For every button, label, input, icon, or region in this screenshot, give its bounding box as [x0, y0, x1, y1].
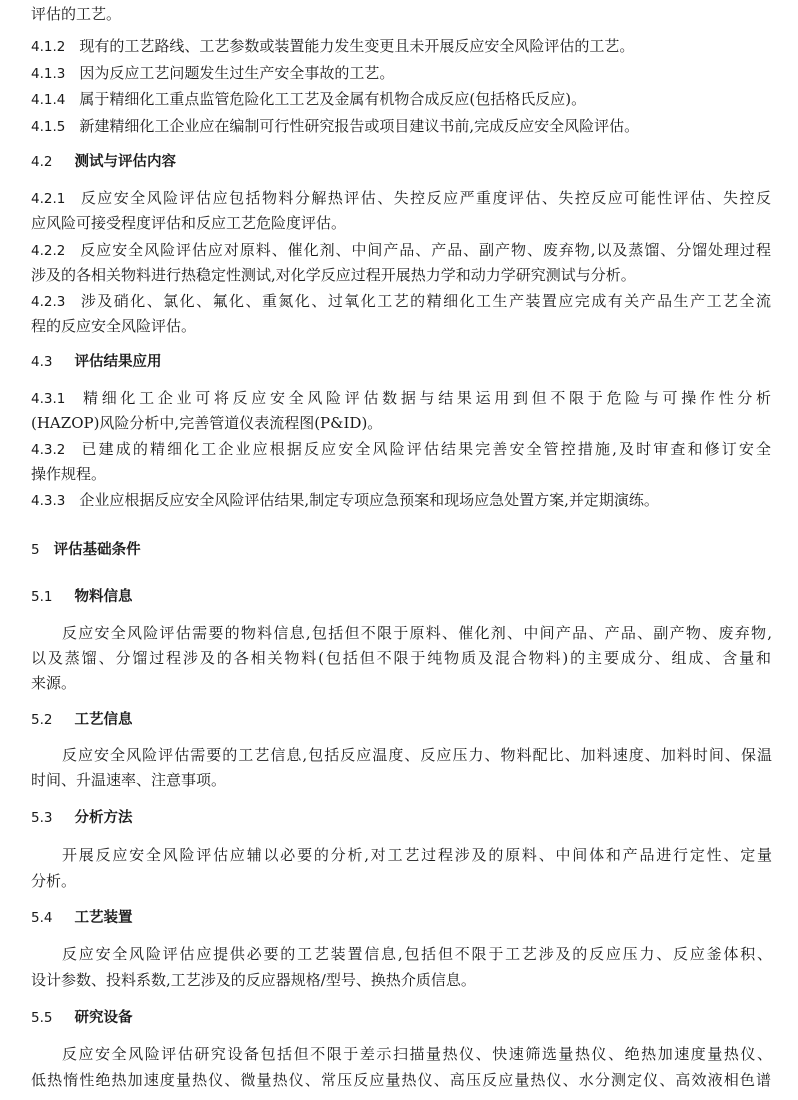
heading-number: 5 — [31, 542, 40, 558]
heading-number: 5.5 — [31, 1010, 53, 1026]
clause-4-3-2-line-2 — [31, 464, 771, 484]
paragraph-text: 时间、升温速率、注意事项。 — [31, 771, 227, 789]
clause-4-2-1-line-1 — [31, 188, 771, 208]
clause-4-1-2 — [31, 36, 771, 57]
paragraph-text: 开展反应安全风险评估应辅以必要的分析,对工艺过程涉及的原料、中间体和产品进行定性、定量 — [62, 846, 772, 864]
heading-title: 工艺信息 — [74, 712, 133, 728]
clause-text: 精细化工企业可将反应安全风险评估数据与结果运用到但不限于危险与可操作性分析 — [79, 389, 771, 407]
heading-title: 物料信息 — [74, 589, 133, 605]
clause-text: 涉及的各相关物料进行热稳定性测试,对化学反应过程开展热力学和动力学研究测试与分析。 — [31, 266, 636, 284]
para-5-4-line-2 — [31, 970, 771, 990]
clause-number: 4.1.5 — [31, 119, 66, 135]
paragraph-text: 以及蒸馏、分馏过程涉及的各相关物料(包括但不限于纯物质及混合物料)的主要成分、组成、含量和 — [31, 649, 771, 667]
heading-title: 研究设备 — [74, 1010, 133, 1026]
clause-4-3-1-line-2 — [31, 413, 771, 433]
para-5-3-line-1 — [62, 845, 772, 865]
clause-text: 涉及硝化、氯化、氟化、重氮化、过氧化工艺的精细化工生产装置应完成有关产品生产工艺全流 — [79, 292, 771, 310]
paragraph-text: 反应安全风险评估需要的工艺信息,包括反应温度、反应压力、物料配比、加料速度、加料时间、保温 — [62, 746, 772, 764]
para-5-3-line-2 — [31, 871, 771, 891]
clause-number: 4.2.3 — [31, 294, 66, 310]
paragraph-text: 反应安全风险评估需要的物料信息,包括但不限于原料、催化剂、中间产品、产品、副产物、废弃物, — [62, 624, 772, 642]
clause-number: 4.1.3 — [31, 66, 66, 82]
heading-title: 评估结果应用 — [74, 354, 162, 370]
clause-4-2-3-line-1 — [31, 291, 771, 311]
clause-number: 4.1.4 — [31, 92, 66, 108]
clause-4-2-1-line-2 — [31, 213, 771, 233]
clause-text: 新建精细化工企业应在编制可行性研究报告或项目建议书前,完成反应安全风险评估。 — [79, 117, 640, 135]
heading-4-2 — [31, 151, 771, 172]
paragraph-text: 来源。 — [31, 674, 77, 692]
clause-number: 4.2.2 — [31, 243, 66, 259]
clause-text: 反应安全风险评估应对原料、催化剂、中间产品、产品、副产物、废弃物,以及蒸馏、分馏处理过程 — [79, 241, 771, 259]
clause-number: 4.3.3 — [31, 493, 66, 509]
clause-text: 已建成的精细化工企业应根据反应安全风险评估结果完善安全管控措施,及时审查和修订安全 — [79, 440, 771, 458]
clause-4-1-3 — [31, 63, 771, 84]
paragraph-text: 反应安全风险评估应提供必要的工艺装置信息,包括但不限于工艺涉及的反应压力、反应釜体积、 — [62, 945, 772, 963]
heading-4-3 — [31, 351, 771, 372]
heading-5-1 — [31, 586, 771, 607]
heading-title: 工艺装置 — [74, 910, 133, 926]
heading-5-5 — [31, 1007, 771, 1028]
clause-4-3-2-line-1 — [31, 439, 771, 459]
clause-text: 反应安全风险评估应包括物料分解热评估、失控反应严重度评估、失控反应可能性评估、失控反 — [79, 189, 771, 207]
heading-number: 5.4 — [31, 910, 53, 926]
clause-4-1-4 — [31, 89, 771, 110]
clause-4-2-2-line-1 — [31, 240, 771, 260]
clause-text: 现有的工艺路线、工艺参数或装置能力发生变更且未开展反应安全风险评估的工艺。 — [79, 37, 635, 55]
paragraph-text: 反应安全风险评估研究设备包括但不限于差示扫描量热仪、快速筛选量热仪、绝热加速度量热仪、 — [62, 1045, 772, 1063]
clause-number: 4.3.2 — [31, 442, 66, 458]
clause-4-2-3-line-2 — [31, 316, 771, 336]
clause-text: 程的反应安全风险评估。 — [31, 317, 197, 335]
para-5-2-line-1 — [62, 745, 772, 765]
paragraph-text: 设计参数、投料系数,工艺涉及的反应器规格/型号、换热介质信息。 — [31, 971, 476, 989]
heading-5 — [31, 539, 771, 560]
heading-number: 4.3 — [31, 354, 53, 370]
clause-text: 因为反应工艺问题发生过生产安全事故的工艺。 — [79, 64, 395, 82]
clause-text: 应风险可接受程度评估和反应工艺危险度评估。 — [31, 214, 347, 232]
clause-4-1-5 — [31, 116, 771, 137]
para-5-1-line-1 — [62, 623, 772, 643]
heading-number: 5.1 — [31, 589, 53, 605]
clause-number: 4.1.2 — [31, 39, 66, 55]
clause-text: 操作规程。 — [31, 465, 107, 483]
heading-5-4 — [31, 907, 771, 928]
para-5-2-line-2 — [31, 770, 771, 790]
para-5-4-line-1 — [62, 944, 772, 964]
para-5-5-line-2 — [31, 1070, 771, 1090]
heading-number: 5.3 — [31, 810, 53, 826]
heading-5-3 — [31, 807, 771, 828]
para-5-5-line-1 — [62, 1044, 772, 1064]
para-5-1-line-2 — [31, 648, 771, 668]
continued-text — [31, 4, 771, 24]
clause-text: 企业应根据反应安全风险评估结果,制定专项应急预案和现场应急处置方案,并定期演练。 — [79, 491, 659, 509]
heading-title: 评估基础条件 — [53, 542, 141, 558]
paragraph-text: 分析。 — [31, 872, 77, 890]
clause-4-2-2-line-2 — [31, 265, 771, 285]
clause-4-3-3 — [31, 490, 771, 511]
clause-number: 4.2.1 — [31, 191, 66, 207]
clause-4-3-1-line-1 — [31, 388, 771, 408]
paragraph-text: 评估的工艺。 — [31, 5, 122, 23]
paragraph-text: 低热惰性绝热加速度量热仪、微量热仪、常压反应量热仪、高压反应量热仪、水分测定仪、高效液相色谱 — [31, 1071, 771, 1089]
para-5-1-line-3 — [31, 673, 771, 693]
clause-text: 属于精细化工重点监管危险化工工艺及金属有机物合成反应(包括格氏反应)。 — [79, 90, 587, 108]
heading-title: 测试与评估内容 — [74, 154, 176, 170]
clause-text: (HAZOP)风险分析中,完善管道仪表流程图(P&ID)。 — [31, 414, 383, 432]
heading-title: 分析方法 — [74, 810, 133, 826]
heading-number: 5.2 — [31, 712, 53, 728]
heading-5-2 — [31, 709, 771, 730]
heading-number: 4.2 — [31, 154, 53, 170]
clause-number: 4.3.1 — [31, 391, 66, 407]
